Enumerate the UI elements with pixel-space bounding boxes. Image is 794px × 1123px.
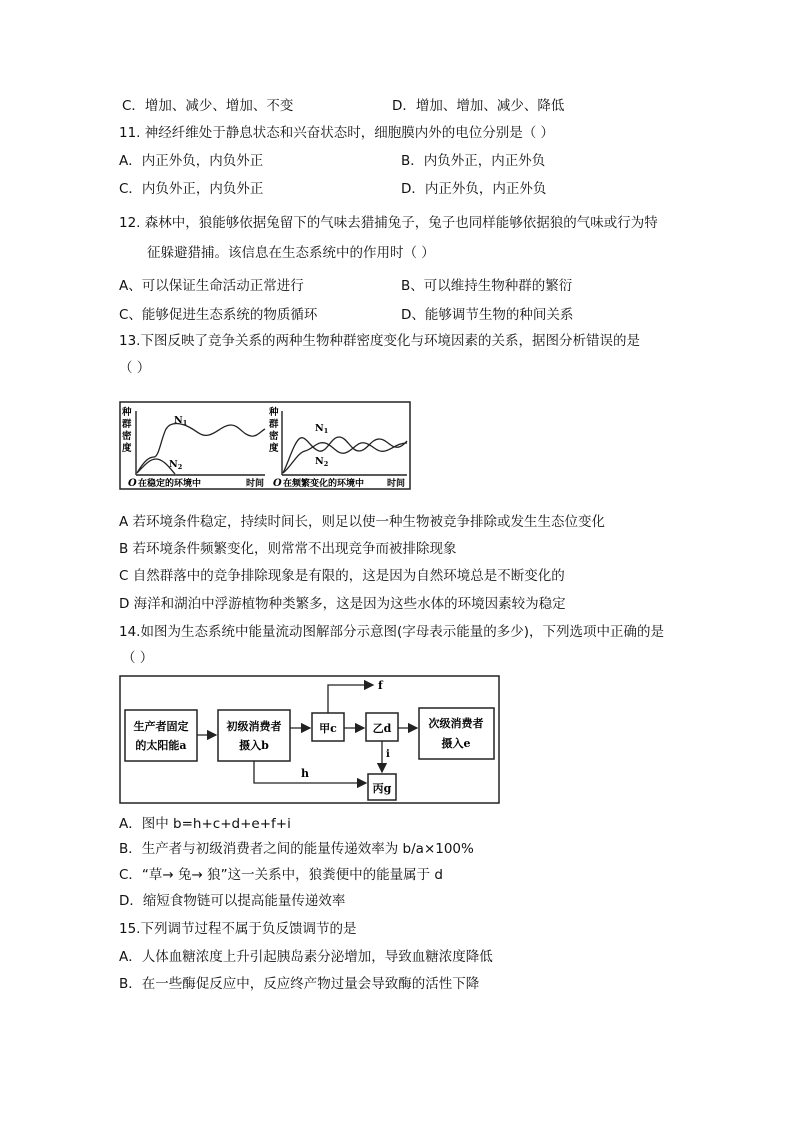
h-label: h bbox=[301, 767, 309, 780]
population-density-graphs bbox=[119, 401, 411, 490]
q14-stem-line1: 14.如图为生态系统中能量流动图解部分示意图(字母表示能量的多少)，下列选项中正确的是 bbox=[119, 624, 665, 640]
producer-label-2: 的太阳能a bbox=[135, 739, 187, 752]
q13-option-a: A 若环境条件稳定，持续时间长，则足以使一种生物被竞争排除或发生生态位变化 bbox=[119, 514, 606, 530]
q15-option-a: A．人体血糖浓度上升引起胰岛素分泌增加，导致血糖浓度降低 bbox=[119, 949, 493, 965]
right-label-n2: $N_2$ bbox=[315, 456, 329, 468]
q11-option-a: A．内正外负，内负外正 bbox=[119, 153, 264, 169]
left-ylabel-4: 度 bbox=[122, 443, 132, 454]
yi-label: 乙d bbox=[372, 722, 392, 735]
q11-option-d: D．内正外负，内正外负 bbox=[401, 181, 547, 197]
jia-label: 甲c bbox=[319, 722, 337, 735]
right-caption: 在频繁变化的环境中 bbox=[283, 479, 365, 489]
left-label-n1: $N_1$ bbox=[174, 415, 188, 427]
f-label: f bbox=[378, 679, 383, 692]
secondary-consumer-box bbox=[419, 708, 494, 759]
producer-box bbox=[125, 710, 197, 761]
right-ylabel-4: 度 bbox=[269, 443, 279, 454]
left-ylabel-3: 密 bbox=[122, 431, 132, 442]
q14-option-d: D．缩短食物链可以提高能量传递效率 bbox=[119, 893, 346, 909]
right-ylabel-3: 密 bbox=[269, 431, 279, 442]
q15-stem: 15.下列调节过程不属于负反馈调节的是 bbox=[119, 921, 357, 937]
q13-option-d: D 海洋和湖泊中浮游植物种类繁多，这是因为这些水体的环境因素较为稳定 bbox=[119, 596, 566, 612]
primary-label-2: 摄入b bbox=[239, 739, 269, 752]
q14-option-a: A．图中 b=h+c+d+e+f+i bbox=[119, 816, 291, 832]
q15-option-b: B．在一些酶促反应中，反应终产物过量会导致酶的活性下降 bbox=[119, 976, 480, 992]
q13-figure bbox=[119, 401, 411, 490]
left-ylabel-1: 种 bbox=[122, 407, 132, 418]
q12-stem-line2: 征躲避猎捕。该信息在生态系统中的作用时（ ） bbox=[147, 245, 435, 261]
bing-label: 丙g bbox=[372, 782, 392, 795]
left-origin: O bbox=[128, 478, 137, 489]
right-ylabel-2: 群 bbox=[269, 419, 279, 430]
q13-stem-line2: （ ） bbox=[119, 360, 151, 376]
right-origin: O bbox=[273, 478, 282, 489]
q12-stem-line1: 12. 森林中，狼能够依据兔留下的气味去猎捕兔子，兔子也同样能够依据狼的气味或行为特 bbox=[119, 215, 658, 231]
q11-option-c: C．内负外正，内负外正 bbox=[119, 181, 264, 197]
energy-flow-svg bbox=[119, 675, 500, 805]
q14-option-c: C．“草→ 兔→ 狼”这一关系中，狼粪便中的能量属于 d bbox=[119, 867, 443, 883]
right-ylabel-1: 种 bbox=[269, 407, 279, 418]
left-caption: 在稳定的环境中 bbox=[138, 479, 202, 489]
q14-stem-line2: （ ） bbox=[122, 650, 154, 666]
q12-option-d: D、能够调节生物的种间关系 bbox=[401, 307, 574, 323]
q13-option-c: C 自然群落中的竞争排除现象是有限的，这是因为自然环境总是不断变化的 bbox=[119, 568, 565, 584]
q11-stem: 11. 神经纤维处于静息状态和兴奋状态时，细胞膜内外的电位分别是（ ） bbox=[119, 125, 555, 141]
q12-option-c: C、能够促进生态系统的物质循环 bbox=[119, 307, 318, 323]
q12-option-a: A、可以保证生命活动正常进行 bbox=[119, 278, 304, 294]
left-ylabel-2: 群 bbox=[122, 419, 132, 430]
primary-consumer-box bbox=[218, 710, 290, 761]
q12-option-b: B、可以维持生物种群的繁衍 bbox=[401, 278, 573, 294]
right-label-n1: $N_1$ bbox=[315, 423, 329, 435]
q11-option-b: B．内负外正，内正外负 bbox=[401, 153, 546, 169]
primary-label-1: 初级消费者 bbox=[226, 720, 282, 733]
secondary-label-2: 摄入e bbox=[441, 737, 471, 750]
q14-option-b: B．生产者与初级消费者之间的能量传递效率为 b/a×100% bbox=[119, 841, 474, 857]
q14-energy-flow-diagram bbox=[119, 675, 500, 805]
producer-label-1: 生产者固定 bbox=[133, 720, 189, 733]
q13-option-b: B 若环境条件频繁变化，则常常不出现竞争而被排除现象 bbox=[119, 541, 457, 557]
q13-stem-line1: 13.下图反映了竞争关系的两种生物种群密度变化与环境因素的关系，据图分析错误的是 bbox=[119, 333, 640, 349]
i-label: i bbox=[386, 749, 390, 760]
secondary-label-1: 次级消费者 bbox=[428, 717, 484, 730]
right-xlabel: 时间 bbox=[387, 479, 406, 489]
left-xlabel: 时间 bbox=[246, 479, 265, 489]
left-label-n2: $N_2$ bbox=[169, 459, 183, 471]
q10-option-d: D．增加、增加、减少、降低 bbox=[392, 98, 565, 114]
q10-option-c: C．增加、减少、增加、不变 bbox=[122, 98, 294, 114]
